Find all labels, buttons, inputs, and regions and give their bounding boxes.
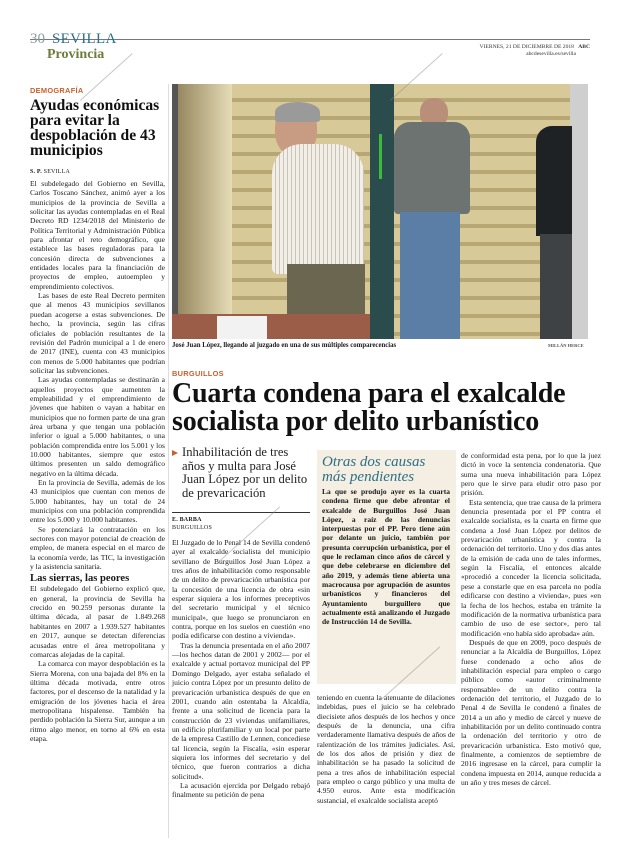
paragraph: El subdelegado del Gobierno explicó que, en general, la provincia de Sevilla ha crecido en 90.259 personas durante la última década, al pasar de 1.849.268 habitantes en 2007 a 1.939.527 habitantes en 2017, aunque se detectan diferencias acusadas entre el área metropolitana y comarcas alejadas de la capital. [30,584,165,659]
main-kicker: BURGUILLOS [172,369,224,378]
left-kicker: DEMOGRAFÍA [30,86,84,95]
man-shirt [272,144,364,274]
paragraph: Tras la denuncia presentada en el año 2007 —los hechos datan de 2001 y 2002— por el exalcalde y actual portavoz municipal del PP Domingo Delgado, ayer estaba señalado el juicio contra López por un presunto delito de prevaricación urbanística después de que en 2001, cuando aún ostentaba la Alcaldía, frente a una solicitud de licencia para la construcción de 23 viviendas unifamiliares, un edificio plurifamiliar y un local por parte de la empresa Castillo de Lennen, concediese tal licencia, según la Fiscalía, «sin esperar siquiera los informes del secretario y del técnico, que fueron contrarios a dicha solicitud». [172,640,310,781]
left-headline: Ayudas económicas para evitar la despoblación de 43 municipios [30,97,160,159]
paragraph: El Juzgado de lo Penal 14 de Sevilla condenó ayer al exalcalde socialista del municipio sevillano de Burguillos José Juan López a tres años de inhabilitación como responsable de un delito de prevaricación urbanística por la concesión de una licencia de obra «sin esperar siquiera a los informes preceptivos del secretario municipal y el técnico municipal», que luego se pronunciaron en contra, porque en los suelos en cuestión «no podía edificarse con destino a vivienda». [172,538,310,641]
paragraph: Después de que en 2009, poco después de renunciar a la Alcaldía de Burguillos, López fuese condenado a ocho años de inhabilitación especial para empleo o cargo público como «autor criminalmente responsable» de un delito contra la ordenación del territorio, el Juzgado de lo Penal 4 de Sevilla le condenó a finales de 2014 a un año y medio de cárcel y nueve de inhabilitación por un delito continuado contra la ordenación del territorio y otro de prevaricación urbanística. Esto motivó que, finalmente, a comienzos de septiembre de 2016 ingresase en la cárcel, para cumplir la condena impuesta en 2014, aunque reducida a un año y tres meses de cárcel. [461,637,601,788]
byline-author: S. P. [30,169,42,175]
main-article-continuation [317,693,455,805]
byline-place: BURGUILLOS [172,525,213,531]
byline-place: SEVILLA [43,169,71,175]
frame-left [172,84,178,339]
triangle-bullet-icon [172,450,178,456]
sidebar-title-line1: Otras dos causas [322,454,426,470]
man3-sweater [536,126,572,236]
paragraph: Se potenciará la contratación en los sectores con mayor potencial de creación de empleo, de manera especial en el marco de la economía verde, las TIC, la investigación y la asistencia sanitaria. [30,524,165,572]
paragraph: Esta sentencia, que trae causa de la primera denuncia presentada por el PP contra el exalcalde socialista, es la cuarta en firme que condena a José Juan López por delitos de prevaricación urbanística y contra la ordenación del territorio. Uno y dos días antes de la emisión de cada uno de tales informes, según la Fiscalía, el entonces alcalde «procedió a conceder la licencia solicitada, pese a constarle que en esa parcela no podía edificarse con destino a vivienda», pues «en la fecha de los hechos, estaba en trámite la modificación de la normativa urbanística para cambio de uso de ese sector», pero tal modificación «no había sido aprobada» aún. [461,497,601,638]
news-photo [172,84,588,339]
paragraph: La comarca con mayor despoblación es la Sierra Morena, con una bajada del 8% en la última década motivada, entre otros factores, por el descenso de la natalidad y la emigración de los jóvenes hacia el área metropolitana hispalense. También ha perdido población la Sierra Sur, aunque a un ritmo algo menor, en torno al 6% en esta etapa. [30,659,165,743]
subsection-title: Provincia [47,47,105,62]
main-deck [172,446,312,500]
deck-text: Inhabilitación de tres años y multa para José Juan López por un delito de prevaricación [182,445,308,500]
tray-items [217,316,267,339]
main-article-right-column [461,451,601,787]
paragraph: En la provincia de Sevilla, además de los 43 municipios que cuentan con menos de 5.000 habitantes, hay un total de 24 municipios con una población comprendida entre los 5.000 y 10.000 habitantes. [30,478,165,525]
date: VIERNES, 21 DE DICIEMBRE DE 2018 [479,44,574,50]
arch-led [379,134,382,179]
man-hair [275,102,320,122]
sidebar-title-line2: más pendientes [322,469,415,485]
tray-table [172,314,370,339]
photo-credit: MILLÁN HERCE [548,343,584,348]
paragraph: teniendo en cuenta la atenuante de dilaciones indebidas, pues el juicio se ha celebrado diecisiete años después de los hechos y once después de la denuncia, una cifra verdaderamente llamativa después de años de ralentización de los trámites judiciales. Así, de los dos años de prisión y diez de inhabilitación se ha pasado la solicitud de pena a tres años de inhabilitación especial para empleo o cargo público y una multa de 4.950 euros. Ante esta modificación sustancial, el exalcalde socialista aceptó [317,693,455,805]
sidebar-title [322,455,452,485]
header-dateline [480,44,590,58]
column-divider [168,84,169,838]
page-number: 30 [30,31,45,47]
man2-jacket [394,122,470,214]
left-article-body [30,179,165,743]
frame-right [570,84,588,339]
paragraph: de conformidad esta pena, por lo que la juez dictó in voce la sentencia condenatoria. Que suma una nueva inhabilitación para López pero que le sirve para eludir otro paso por prisión. [461,451,601,498]
photo-caption: José Juan López, llegando al juzgado en una de sus múltiples comparecencias [172,342,397,349]
paragraph: Las bases de este Real Decreto permiten que al menos 43 municipios sevillanos puedan acogerse a estas subvenciones. De hecho, la provincia, según las cifras oficiales de población resultantes de la revisión del Padrón municipal a 1 de enero de 2017 (INE), cuenta con 43 municipios con menos de 5.000 habitantes que podrían solicitar las subvenciones. [30,291,165,375]
subheading: Las sierras, las peores [30,573,130,585]
paragraph: Las ayudas contempladas se destinarán a aquellos proyectos que aumenten la empleabilidad y el emprendimiento de jóvenes que habiten o vayan a habitar en municipios que no formen parte de una gran área urbana y que tengan una población inferior o igual a 5.000 habitantes, o una población comprendida entre los 5.001 y los 10.000 habitantes, siempre que estos últimos presenten un saldo demográfico negativo en la última década. [30,375,165,478]
stair-wall [172,84,232,339]
byline-author: E. BARBA [172,517,202,523]
paragraph: El subdelegado del Gobierno en Sevilla, Carlos Toscano Sánchez, animó ayer a los municipios de la provincia de Sevilla a solicitar las ayudas contempladas en el Real Decreto RD 1234/2018 del Ministerio de Política Territorial y Administración Pública para afrontar el reto demográfico, que establece las bases reguladoras para la concesión directa de subvenciones a entidades locales para la financiación de proyectos de empleo, autoempleo y emprendimiento colectivos. [30,179,165,291]
byline-rule [172,512,310,513]
brand: ABC [578,44,590,50]
left-byline [30,169,70,175]
man3-trousers [540,234,572,339]
paragraph: La acusación ejercida por Delgado rebajó finalmente su petición de pena [172,780,310,800]
man2-jeans [400,212,460,339]
main-headline: Cuarta condena para el exalcalde socialista por delito urbanístico [172,378,566,437]
security-arch [370,84,394,339]
section-url[interactable]: abcdesevilla.es/sevilla [526,51,576,57]
main-byline [172,516,212,532]
sidebar-body: La que se produjo ayer es la cuarta condena firme que debe afrontar el exalcalde de Burguillos José Juan López, a raíz de las denuncias interpuestas por el PP. Pero tiene aún por delante un juicio, también por presunta corrupción urbanística, por el que le reclaman cinco años de cárcel y que debe celebrarse en diciembre del año 2019, y además tiene abierta una macrocausa por agrupación de asuntos urbanísticos y financieros del Ayuntamiento burguillero que actualmente está analizando el Juzgado de Instrucción 14 de Sevilla. [322,487,450,627]
main-article-body [172,538,310,800]
section-title: SEVILLA [52,31,117,47]
